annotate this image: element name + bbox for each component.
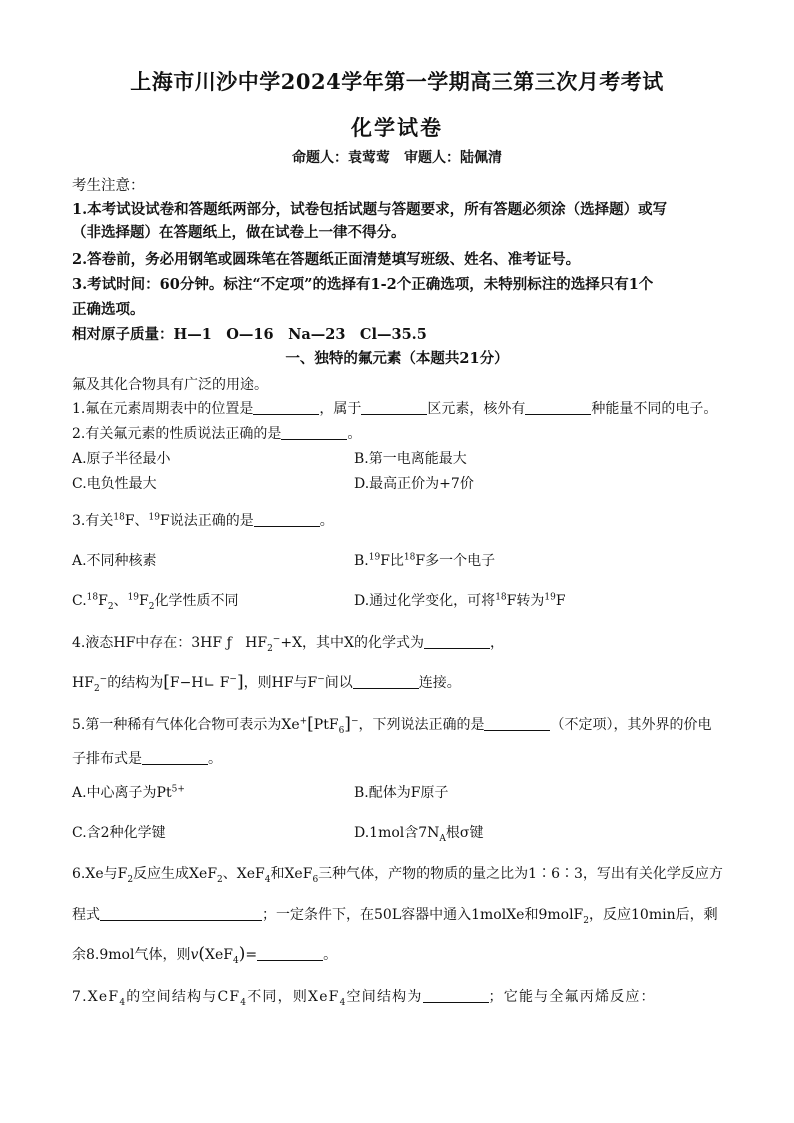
question-3-option-b: B.$^{19}$F比$^{18}$F多一个电子 xyxy=(354,552,496,569)
atomic-masses: 相对原子质量：H—1 O—16 Na—23 Cl—35.5 xyxy=(72,326,427,343)
question-3-option-c: $C.^{18}F_2$、$^{19}F_2$化学性质不同 xyxy=(72,592,239,612)
answer-blank[interactable] xyxy=(361,400,427,415)
question-1: 1.氟在元素周期表中的位置是 ，属于 区元素，核外有 种能量不同的电子。 xyxy=(72,401,718,417)
question-2-option-d: D.最高正价为+7价 xyxy=(354,476,474,492)
notice-item-3-line-1: 3.考试时间：60分钟。标注“不定项”的选择有1-2个正确选项，未特别标注的选择只有1个 xyxy=(72,276,654,293)
left-bracket: [ xyxy=(163,672,170,692)
right-bracket: ] xyxy=(344,714,351,734)
notice-heading: 考生注意： xyxy=(72,178,145,194)
question-5-option-a: A.中心离子为$Pt^{5+}$ xyxy=(72,784,185,801)
question-5-option-b: B.配体为F原子 xyxy=(354,785,449,801)
answer-blank[interactable] xyxy=(353,674,419,689)
exam-title: 上海市川沙中学2024学年第一学期高三第三次月考考试 xyxy=(130,69,664,94)
left-bracket: [ xyxy=(307,714,314,734)
notice-item-1-line-1: 1.本考试设试卷和答题纸两部分，试卷包括试题与答题要求，所有答题必须涂（选择题）或写 xyxy=(72,201,668,218)
question-7: 7.XeF$_4$的空间结构与$CF_4$不同，则XeF$_4$空间结构为 ；它能与全氟丙烯反应： xyxy=(72,989,656,1008)
question-6-line-1: 6.Xe与$F_2$反应生成XeF$_2$、XeF$_4$和XeF$_6$三种气体，产物的物质的量之比为1∶6∶3，写出有关化学反应方 xyxy=(72,866,723,885)
question-5-line-2: 子排布式是 。 xyxy=(72,751,222,767)
question-2-option-a: A.原子半径最小 xyxy=(72,451,171,467)
exam-subtitle: 化学试卷 xyxy=(351,115,443,140)
section-1-heading: 一、独特的氟元素（本题共21分） xyxy=(285,350,509,367)
answer-blank[interactable] xyxy=(142,750,208,765)
right-bracket: ] xyxy=(236,672,244,692)
notice-item-3-line-2: 正确选项。 xyxy=(72,301,145,318)
equilibrium-arrow: ƒ xyxy=(226,635,232,651)
answer-blank[interactable] xyxy=(254,512,320,527)
question-4-line-2: $HF_2^-$的结构为[F−H∟ F−]，则HF与F−间以 连接。 xyxy=(72,672,461,694)
question-2: 2.有关氟元素的性质说法正确的是 。 xyxy=(72,426,362,442)
answer-blank[interactable] xyxy=(100,906,262,921)
answer-blank[interactable] xyxy=(525,400,591,415)
question-6-line-2: 程式 ；一定条件下，在50L容器中通入1molXe和9molF$_2$，反应10min后，剩 xyxy=(72,907,718,926)
answer-blank[interactable] xyxy=(423,988,489,1003)
answer-blank[interactable] xyxy=(281,425,347,440)
question-3: 3.有关$^{18}$F、$^{19}$F说法正确的是 。 xyxy=(72,512,334,529)
section-1-intro: 氟及其化合物具有广泛的用途。 xyxy=(72,377,268,393)
answer-blank[interactable] xyxy=(257,946,323,961)
question-3-option-a: A.不同种核素 xyxy=(72,553,157,569)
question-5-option-d: D.1mol含$7N_A$根σ键 xyxy=(354,825,484,844)
question-2-option-c: C.电负性最大 xyxy=(72,476,157,492)
notice-item-2: 2.答卷前，务必用钢笔或圆珠笔在答题纸正面清楚填写班级、姓名、准考证号。 xyxy=(72,251,581,268)
question-6-line-3: 余8.9mol气体，则v(XeF$_4$)= 。 xyxy=(72,944,338,966)
answer-blank[interactable] xyxy=(484,716,550,731)
hf2-structure: F−H∟ F xyxy=(169,675,230,691)
exam-authors: 命题人：袁莺莺 审题人：陆佩清 xyxy=(292,150,502,166)
answer-blank[interactable] xyxy=(424,634,490,649)
notice-item-1-line-2: （非选择题）在答题纸上，做在试卷上一律不得分。 xyxy=(72,224,406,241)
question-5-line-1: 5.第一种稀有气体化合物可表示为Xe+[PtF$_6$]−，下列说法正确的是 （不定项），其外界的价电 xyxy=(72,714,712,736)
answer-blank[interactable] xyxy=(253,400,319,415)
question-4-line-1: 4.液态HF中存在：3HF ƒ $HF_2^-+X$，其中X的化学式为 ， xyxy=(72,634,505,654)
question-5-option-c: C.含2种化学键 xyxy=(72,825,166,841)
question-2-option-b: B.第一电离能最大 xyxy=(354,451,467,467)
question-3-option-d: D.通过化学变化，可将$^{18}$F转为$^{19}$F xyxy=(354,592,566,609)
